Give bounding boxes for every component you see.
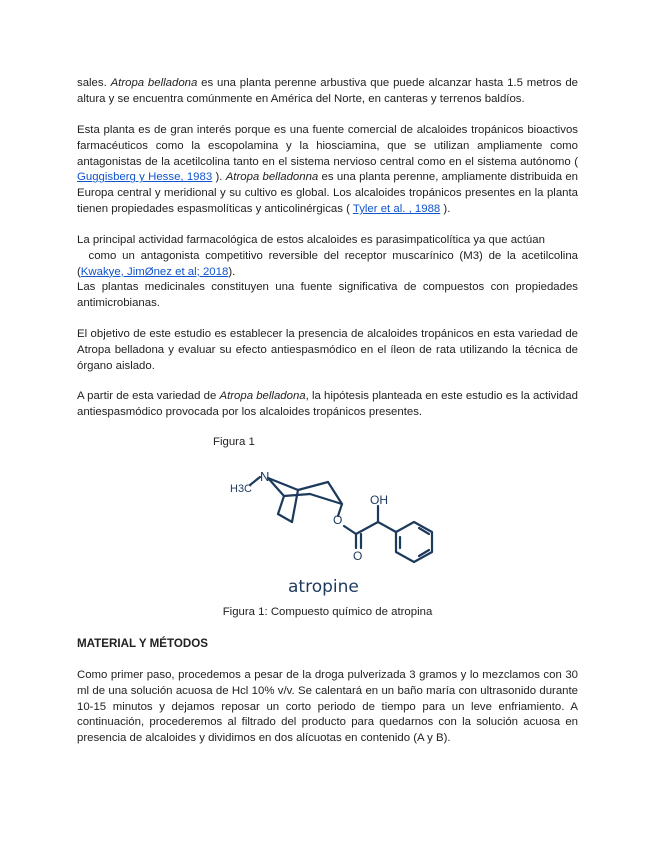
text: es una planta perenne, ampliamente distribuida en Europa central y meridional y su cultivo es global. Los alcaloides tropánicos presentes en la planta tienen propiedades espasmolíticas y anticolinérgicas ( (77, 171, 578, 215)
molecule-name-label: atropine (288, 577, 359, 597)
paragraph-pharmacology (77, 249, 578, 281)
text: , la hipótesis planteada en este estudio es la actividad antiespasmódico provocada por los alcaloides tropánicos presentes. (77, 390, 578, 418)
figure-label: Figura 1 (213, 436, 255, 448)
species-name: Atropa belladonna (225, 171, 319, 184)
paragraph-interest (77, 123, 578, 218)
citation-link-guggisberg[interactable]: Guggisberg y Hesse, 1983 (77, 171, 213, 184)
nitrogen-atom-label: N (260, 469, 270, 484)
species-name: Atropa belladona (110, 77, 198, 89)
atropine-structure-figure (200, 452, 445, 600)
text: es una planta perenne arbustiva que puede alcanzar hasta 1.5 metros de altura y se encuentra comúnmente en América del Norte, en canteras y terrenos baldíos. (77, 77, 579, 105)
citation-link-kwakye[interactable]: Kwakye, JimØnez et al; 2018 (80, 265, 229, 278)
paragraph-methods: Como primer paso, procedemos a pesar de la droga pulverizada 3 gramos y lo mezclamos con 30 ml de una solución acuosa de Hcl 10% v/v. Se calentará en un baño maría con ultrasonido durante 10-15 minutos y dejamos reposar un corto periodo de tiempo para un leve enfriamiento. A continuación, procederemos al filtrado del producto para quedarnos con la solución acuosa en presencia de alcaloides y dividimos en dos alícuotas en contenido (A y B). (77, 669, 578, 745)
text: ). (212, 171, 226, 184)
text: ). (228, 265, 236, 278)
methyl-group-label: H3C (230, 483, 253, 495)
paragraph-objective: El objetivo de este estudio es establecer la presencia de alcaloides tropánicos en esta variedad de Atropa belladona y evaluar su efecto antiespasmódico en el íleon de rata utilizando la técnica de órgano aislado. (77, 328, 578, 372)
atropine-molecule-image (200, 452, 445, 600)
figure-caption: Figura 1: Compuesto químico de atropina (222, 606, 433, 618)
citation-link-tyler[interactable]: Tyler et al. , 1988 (352, 202, 441, 215)
text: como un antagonista competitivo reversible del receptor muscarínico (M3) de la acetilcolina ( (77, 250, 578, 278)
paragraph-hypothesis (77, 389, 578, 421)
text: Esta planta es de gran interés porque es una fuente comercial de alcaloides tropánicos bioactivos farmacéuticos como la escopolamina y la hiosciamina, que se utilizan ampliamente como antagonistas de la acetilcolina tanto en el sistema nervioso central como en el sistema autónomo ( (77, 124, 578, 168)
carbonyl-oxygen-label: O (353, 549, 363, 563)
species-name: Atropa belladona (219, 390, 306, 402)
paragraph-intro (77, 76, 578, 108)
paragraph-pharmacology-line1: La principal actividad farmacológica de estos alcaloides es parasimpaticolítica ya que actúan (77, 234, 545, 246)
section-heading: MATERIAL Y MÉTODOS (77, 637, 208, 650)
text: ). (440, 202, 451, 215)
text: A partir de esta variedad de (77, 390, 220, 402)
text: sales. (77, 77, 111, 89)
ester-oxygen-label: O (333, 513, 343, 527)
hydroxyl-label: OH (370, 493, 388, 507)
paragraph-medicinal: Las plantas medicinales constituyen una fuente significativa de compuestos con propiedades antimicrobianas. (77, 281, 578, 309)
